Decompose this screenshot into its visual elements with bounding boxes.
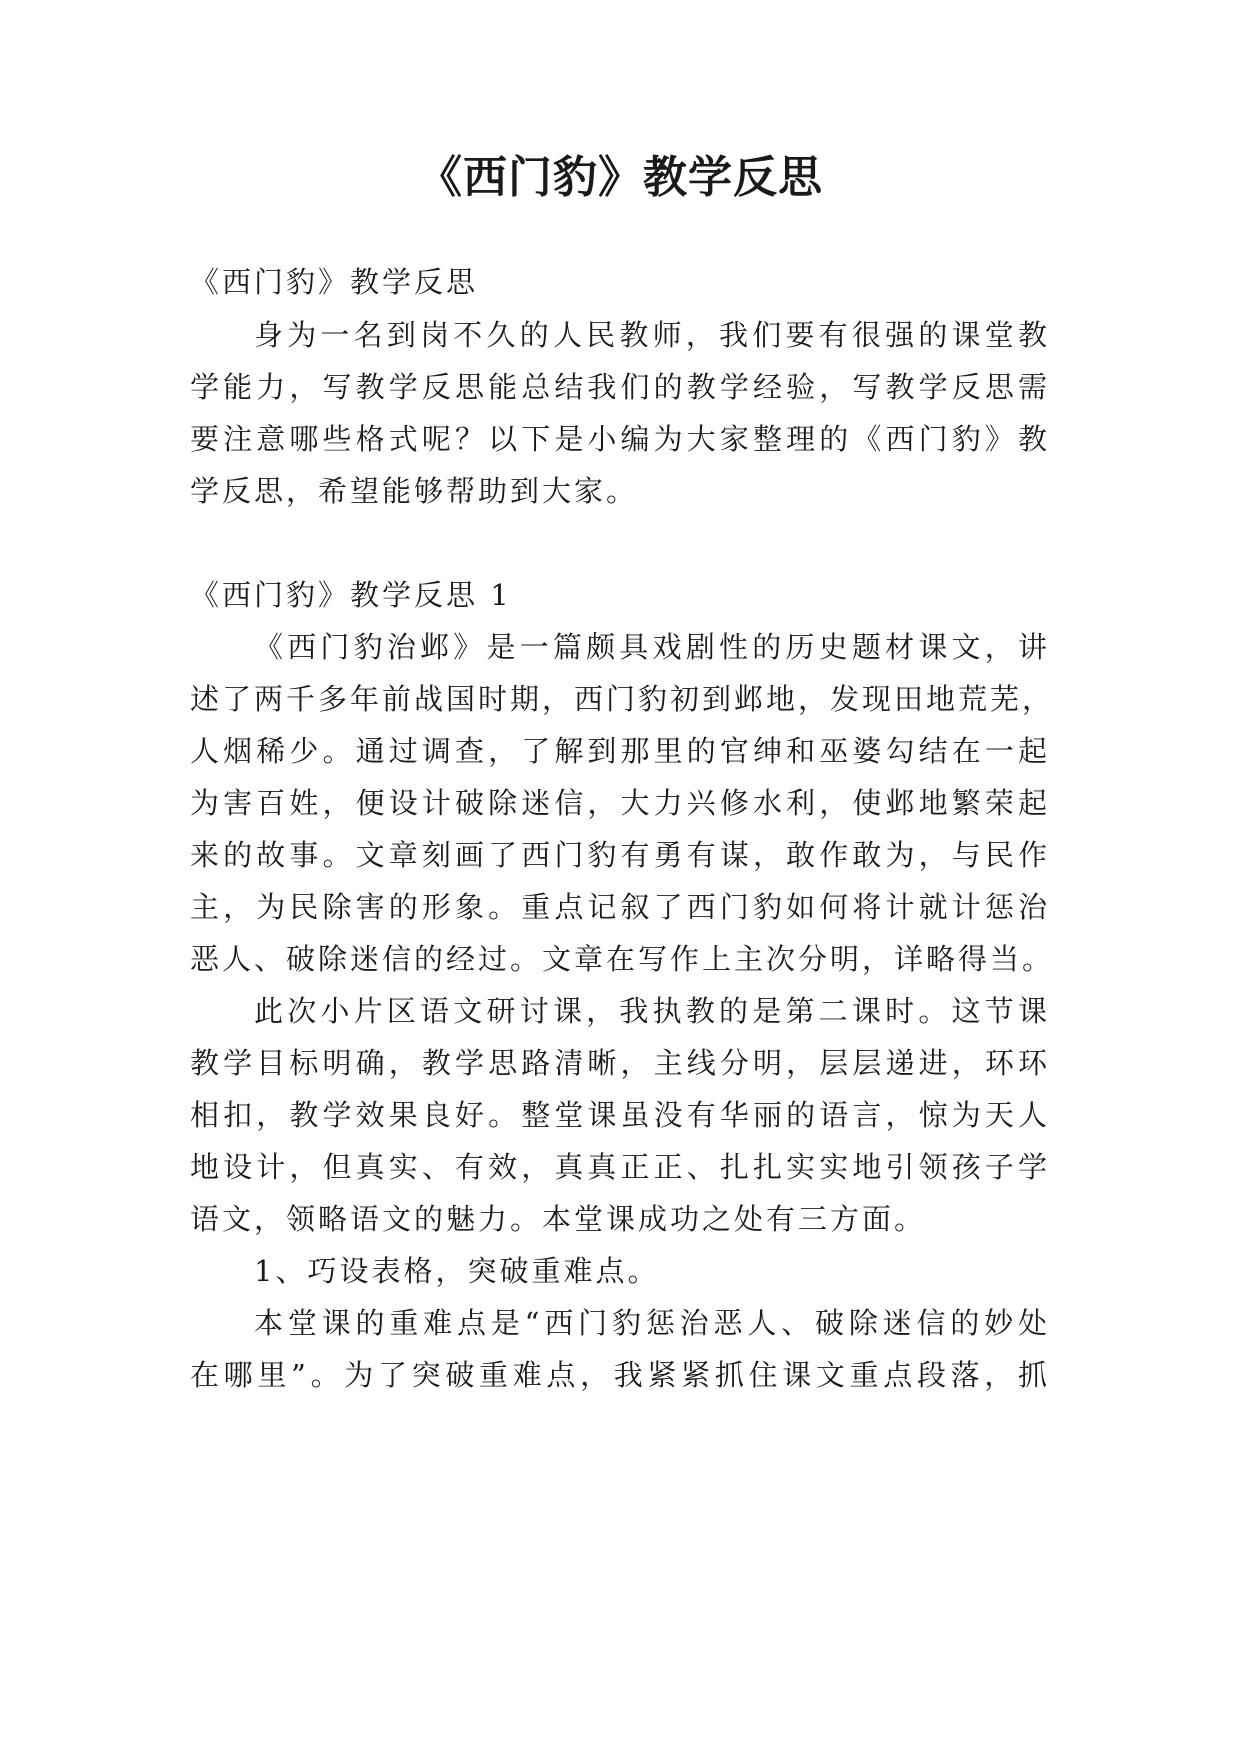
intro-line: 要注意哪些格式呢？以下是小编为大家整理的《西门豹》教	[190, 422, 1050, 456]
paragraph-line: 教学目标明确，教学思路清晰，主线分明，层层递进，环环	[190, 1046, 1050, 1080]
paragraph-line: 主，为民除害的形象。重点记叙了西门豹如何将计就计惩治	[190, 890, 1050, 924]
paragraph-line: 本堂课的重难点是“西门豹惩治恶人、破除迷信的妙处	[254, 1306, 1050, 1340]
paragraph-line: 来的故事。文章刻画了西门豹有勇有谋，敢作敢为，与民作	[190, 838, 1050, 872]
paragraph-line: 在哪里”。为了突破重难点，我紧紧抓住课文重点段落，抓	[190, 1358, 1050, 1392]
paragraph-line: 此次小片区语文研讨课，我执教的是第二课时。这节课	[254, 994, 1050, 1028]
paragraph-line: 为害百姓，便设计破除迷信，大力兴修水利，使邺地繁荣起	[190, 786, 1050, 820]
subtitle: 《西门豹》教学反思	[190, 265, 479, 299]
paragraph-line: 地设计，但真实、有效，真真正正、扎扎实实地引领孩子学	[190, 1150, 1050, 1184]
intro-line: 学反思，希望能够帮助到大家。	[190, 474, 639, 508]
document-title: 《西门豹》教学反思	[418, 152, 823, 203]
intro-line: 身为一名到岗不久的人民教师，我们要有很强的课堂教	[254, 318, 1050, 352]
intro-line: 学能力，写教学反思能总结我们的教学经验，写教学反思需	[190, 370, 1050, 404]
paragraph-line: 语文，领略语文的魅力。本堂课成功之处有三方面。	[190, 1202, 927, 1236]
paragraph-line: 相扣，教学效果良好。整堂课虽没有华丽的语言，惊为天人	[190, 1098, 1050, 1132]
point-heading: 1、巧设表格，突破重难点。	[254, 1254, 660, 1288]
paragraph-line: 《西门豹治邺》是一篇颇具戏剧性的历史题材课文，讲	[254, 630, 1050, 664]
paragraph-line: 述了两千多年前战国时期，西门豹初到邺地，发现田地荒芜，	[190, 682, 1055, 716]
section-heading: 《西门豹》教学反思 1	[190, 578, 512, 612]
paragraph-line: 人烟稀少。通过调查，了解到那里的官绅和巫婆勾结在一起	[190, 734, 1050, 768]
paragraph-line: 恶人、破除迷信的经过。文章在写作上主次分明，详略得当。	[190, 942, 1055, 976]
